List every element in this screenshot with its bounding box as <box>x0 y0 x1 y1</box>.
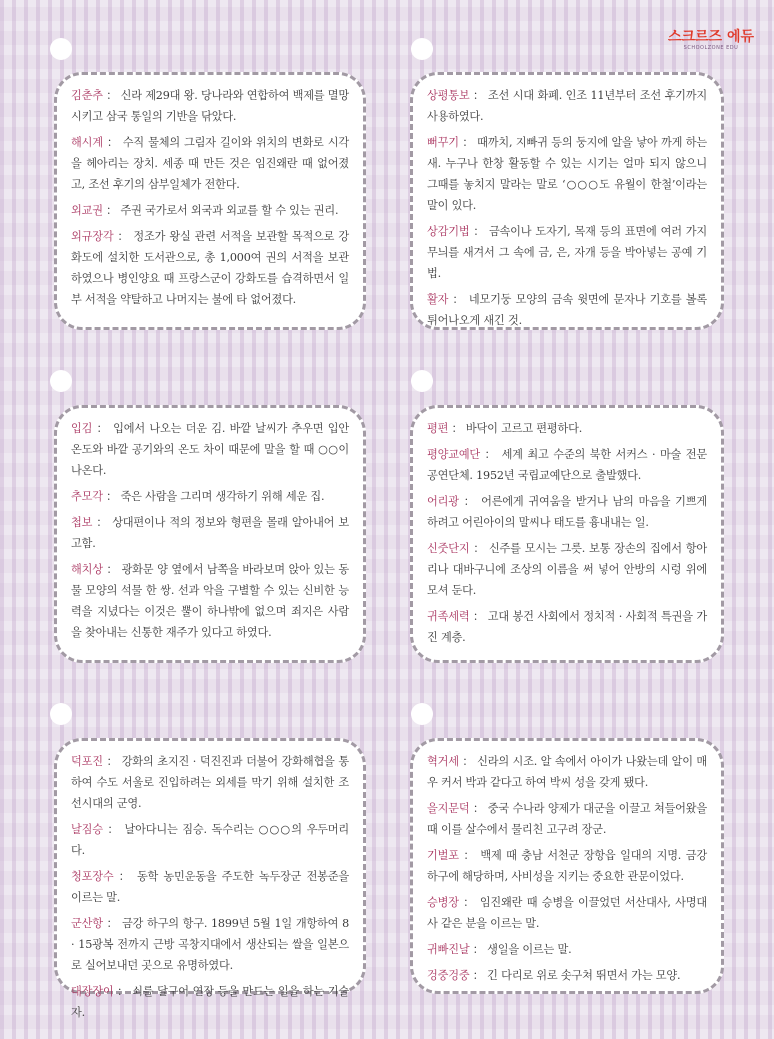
glossary-term: 외규장각 <box>71 230 114 243</box>
glossary-term: 입김 <box>71 422 93 435</box>
glossary-entry <box>427 965 707 986</box>
glossary-card-6 <box>410 738 724 994</box>
glossary-entry <box>427 85 707 127</box>
glossary-entry <box>71 200 349 221</box>
binder-hole <box>411 38 433 60</box>
glossary-definition: 금속이나 도자기, 목재 등의 표면에 여러 가지 무늬를 새겨서 그 속에 금, 은, 자개 등을 박아넣는 공예 기법. <box>427 225 707 280</box>
glossary-entry <box>427 892 707 934</box>
glossary-entry <box>71 559 349 643</box>
glossary-term: 청포장수 <box>71 870 114 883</box>
logo-main-text: 스크르즈 에듀 <box>667 29 754 45</box>
term-separator: ： <box>469 969 488 982</box>
glossary-term: 추모각 <box>71 490 103 503</box>
glossary-definition: 신라 제29대 왕. 당나라와 연합하여 백제를 멸망시키고 삼국 통일의 기반을 닦았다. <box>71 89 350 123</box>
glossary-term: 해시계 <box>71 136 103 149</box>
glossary-definition: 백제 때 충남 서천군 장항읍 일대의 지명. 금강 하구에 해당하며, 사비성을 지키는 중요한 관문이었다. <box>427 849 708 883</box>
glossary-entry <box>71 418 349 481</box>
glossary-term: 귀족세력 <box>427 610 470 623</box>
glossary-definition: 생일을 이르는 말. <box>487 943 572 956</box>
binder-hole <box>50 703 72 725</box>
glossary-entry <box>71 512 349 554</box>
binder-hole <box>411 370 433 392</box>
glossary-term: 뻐꾸기 <box>427 136 459 149</box>
glossary-entry <box>427 606 707 648</box>
glossary-definition: 때까치, 지빠귀 등의 둥지에 알을 낳아 까게 하는 새. 누구나 한창 활동할 수 있는 시기는 얼마 되지 않으니 그때를 놓치지 말라는 말로 ‘○○○도 유월이 한철’이라는 말이 있다. <box>427 136 707 212</box>
glossary-term: 기벌포 <box>427 849 459 862</box>
glossary-definition: 죽은 사람을 그리며 생각하기 위해 세운 집. <box>120 490 325 503</box>
glossary-term: 활자 <box>427 293 449 306</box>
term-separator: ： <box>102 823 125 836</box>
glossary-entry <box>71 226 349 310</box>
term-separator: ： <box>469 802 488 815</box>
glossary-entry <box>427 132 707 216</box>
term-separator: ： <box>448 293 469 306</box>
glossary-term: 해치상 <box>71 563 103 576</box>
glossary-definition: 긴 다리로 위로 솟구쳐 뛰면서 가는 모양. <box>487 969 681 982</box>
glossary-term: 김춘추 <box>71 89 103 102</box>
term-separator: ： <box>113 985 133 998</box>
glossary-entry <box>427 418 707 439</box>
glossary-entry <box>71 85 349 127</box>
binder-hole <box>50 370 72 392</box>
term-separator: ： <box>102 136 123 149</box>
term-separator: ： <box>458 495 482 508</box>
glossary-card-1 <box>54 72 366 330</box>
term-separator: ： <box>92 422 114 435</box>
glossary-term: 날짐승 <box>71 823 103 836</box>
term-separator: ： <box>102 89 121 102</box>
term-separator: ： <box>469 943 488 956</box>
term-separator: ： <box>102 563 122 576</box>
glossary-term: 평편 <box>427 422 449 435</box>
term-separator: ： <box>113 870 137 883</box>
glossary-entry <box>427 444 707 486</box>
glossary-definition: 네모기둥 모양의 금속 윗면에 문자나 기호를 볼록 튀어나오게 새긴 것. <box>427 293 708 327</box>
glossary-term: 상감기법 <box>427 225 470 238</box>
glossary-term: 평양교예단 <box>427 448 481 461</box>
term-separator: ： <box>469 542 489 555</box>
glossary-entry <box>427 845 707 887</box>
glossary-entry <box>427 751 707 793</box>
glossary-definition: 상대편이나 적의 정보와 형편을 몰래 알아내어 보고함. <box>71 516 349 550</box>
glossary-term: 신줏단지 <box>427 542 470 555</box>
glossary-definition: 입에서 나오는 더운 김. 바깥 날씨가 추우면 입안 온도와 바깥 공기와의 온도 차이 때문에 말을 할 때 ○○이 나온다. <box>71 422 349 477</box>
glossary-term: 겅중겅중 <box>427 969 470 982</box>
term-separator: ： <box>92 516 113 529</box>
glossary-definition: 주권 국가로서 외국과 외교를 할 수 있는 권리. <box>120 204 339 217</box>
glossary-definition: 중국 수나라 양제가 대군을 이끌고 쳐들어왔을 때 이를 살수에서 물리친 고구려 장군. <box>427 802 707 836</box>
term-separator: ： <box>458 755 478 768</box>
glossary-entry <box>427 221 707 284</box>
binder-hole <box>411 703 433 725</box>
term-separator: ： <box>458 136 478 149</box>
term-separator: ： <box>480 448 502 461</box>
glossary-entry <box>427 939 707 960</box>
glossary-term: 어리광 <box>427 495 459 508</box>
glossary-entry <box>71 981 349 1023</box>
glossary-card-3 <box>54 405 366 663</box>
glossary-term: 외교권 <box>71 204 103 217</box>
glossary-entry <box>427 538 707 601</box>
term-separator: ： <box>469 89 488 102</box>
glossary-entry <box>71 751 349 814</box>
glossary-entry <box>71 866 349 908</box>
glossary-definition: 수직 물체의 그림자 길이와 위치의 변화로 시각을 헤아리는 장치. 세종 때 만든 것은 임진왜란 때 없어졌고, 조선 후기의 삼부일체가 전한다. <box>71 136 349 191</box>
term-separator: ： <box>458 849 481 862</box>
glossary-definition: 고대 봉건 사회에서 정치적 · 사회적 특권을 가진 계층. <box>427 610 707 644</box>
glossary-entry <box>427 289 707 331</box>
glossary-definition: 조선 시대 화폐. 인조 11년부터 조선 후기까지 사용하였다. <box>427 89 707 123</box>
glossary-card-5 <box>54 738 366 1019</box>
glossary-definition: 날아다니는 짐승. 독수리는 ○○○의 우두머리다. <box>71 823 349 857</box>
term-separator: ： <box>102 917 122 930</box>
glossary-entry <box>427 798 707 840</box>
binder-hole <box>50 38 72 60</box>
term-separator: ： <box>102 755 122 768</box>
glossary-term: 을지문덕 <box>427 802 470 815</box>
glossary-definition: 금강 하구의 항구. 1899년 5월 1일 개항하여 8 · 15광복 전까지 근방 곡창지대에서 생산되는 쌀을 일본으로 실어보내던 곳으로 유명하였다. <box>71 917 349 972</box>
glossary-definition: 어른에게 귀여움을 받거나 남의 마음을 기쁘게 하려고 어린아이의 말씨나 태도를 흉내내는 일. <box>427 495 707 529</box>
term-separator: ： <box>113 230 134 243</box>
glossary-term: 상평통보 <box>427 89 470 102</box>
glossary-definition: 쇠를 달구어 연장 등을 만드는 일을 하는 기술자. <box>71 985 349 1019</box>
glossary-term: 대장장이 <box>71 985 114 998</box>
glossary-definition: 신주를 모시는 그릇. 보통 장손의 집에서 항아리나 대바구니에 조상의 이름을 써 넣어 안방의 시렁 위에 모셔 둔다. <box>427 542 707 597</box>
glossary-definition: 세계 최고 수준의 북한 서커스 · 마술 전문 공연단체. 1952년 국립교예단으로 출발했다. <box>427 448 707 482</box>
term-separator: ： <box>469 225 489 238</box>
glossary-entry <box>71 132 349 195</box>
glossary-term: 귀빠진날 <box>427 943 470 956</box>
glossary-term: 혁거세 <box>427 755 459 768</box>
term-separator: ： <box>102 490 121 503</box>
glossary-term: 덕포진 <box>71 755 103 768</box>
glossary-definition: 정조가 왕실 관련 서적을 보관할 목적으로 강화도에 설치한 도서관으로, 총 1,000여 권의 서적을 보관하였으나 병인양요 때 프랑스군이 강화도를 습격하면서 일부 서적을 약탈하고 나머지는 불에 타 없어졌다. <box>71 230 349 306</box>
term-separator: ： <box>458 896 480 909</box>
glossary-definition: 광화문 양 옆에서 남쪽을 바라보며 앉아 있는 동물 모양의 석물 한 쌍. 선과 악을 구별할 수 있는 신비한 능력을 지녔다는 이것은 뿔이 하나밖에 없으며 죄지은 사람을 찾아내는 신통한 재주가 있다고 하였다. <box>71 563 349 639</box>
term-separator: ： <box>469 610 488 623</box>
glossary-entry <box>71 913 349 976</box>
glossary-card-2 <box>410 72 724 330</box>
glossary-definition: 신라의 시조. 알 속에서 아이가 나왔는데 알이 매우 커서 박과 같다고 하여 박씨 성을 갖게 됐다. <box>427 755 707 789</box>
term-separator: ： <box>102 204 121 217</box>
glossary-entry <box>427 491 707 533</box>
brand-logo <box>668 30 754 51</box>
glossary-term: 첩보 <box>71 516 93 529</box>
term-separator: ： <box>448 422 466 435</box>
glossary-card-4 <box>410 405 724 663</box>
glossary-term: 승병장 <box>427 896 459 909</box>
glossary-definition: 바닥이 고르고 편평하다. <box>465 422 583 435</box>
glossary-definition: 임진왜란 때 승병을 이끌었던 서산대사, 사명대사 같은 분을 이르는 말. <box>427 896 707 930</box>
glossary-definition: 강화의 초지진 · 덕진진과 더불어 강화해협을 통하여 수도 서울로 진입하려는 외세를 막기 위해 설치한 조선시대의 군영. <box>71 755 350 810</box>
glossary-definition: 동학 농민운동을 주도한 녹두장군 전봉준을 이르는 말. <box>71 870 350 904</box>
glossary-term: 군산항 <box>71 917 103 930</box>
glossary-entry <box>71 819 349 861</box>
glossary-entry <box>71 486 349 507</box>
logo-sub-text: SCHOOLZONE EDU <box>683 45 739 51</box>
